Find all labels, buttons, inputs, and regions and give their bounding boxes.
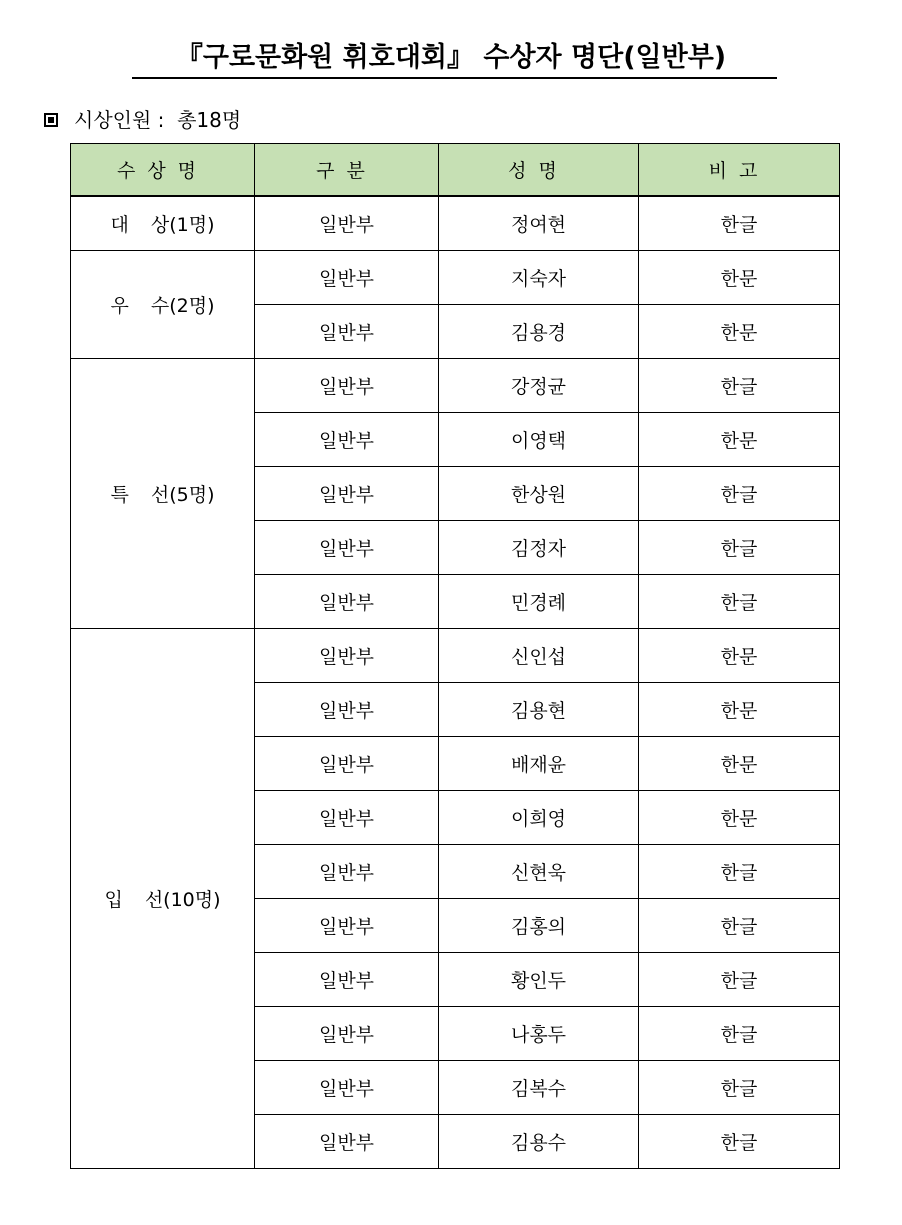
note-cell: 한문 <box>639 251 840 305</box>
awards-table <box>70 143 840 1169</box>
name-cell: 이희영 <box>439 791 639 845</box>
award-cell <box>71 251 255 359</box>
summary-label: 시상인원 : 총18명 <box>74 108 242 132</box>
name-cell: 김복수 <box>439 1061 639 1115</box>
division-cell: 일반부 <box>255 1061 439 1115</box>
note-cell: 한글 <box>639 899 840 953</box>
header-division: 구분 <box>255 144 439 196</box>
award-rest: 상(1명) <box>150 214 215 236</box>
name-cell: 신현욱 <box>439 845 639 899</box>
division-cell: 일반부 <box>255 683 439 737</box>
note-cell: 한문 <box>639 629 840 683</box>
division-cell: 일반부 <box>255 359 439 413</box>
division-cell: 일반부 <box>255 521 439 575</box>
name-cell: 나홍두 <box>439 1007 639 1061</box>
name-cell: 이영택 <box>439 413 639 467</box>
note-cell: 한글 <box>639 1061 840 1115</box>
note-cell: 한문 <box>639 737 840 791</box>
table-row <box>71 251 840 305</box>
page-title: 『구로문화원 휘호대회』 수상자 명단(일반부) <box>175 42 727 73</box>
name-cell: 김홍의 <box>439 899 639 953</box>
note-cell: 한글 <box>639 575 840 629</box>
award-first-char: 특 <box>110 484 129 506</box>
award-cell <box>71 197 255 251</box>
division-cell: 일반부 <box>255 845 439 899</box>
division-cell: 일반부 <box>255 197 439 251</box>
division-cell: 일반부 <box>255 251 439 305</box>
note-cell: 한글 <box>639 1115 840 1169</box>
division-cell: 일반부 <box>255 1007 439 1061</box>
header-award: 수상명 <box>71 144 255 196</box>
note-cell: 한글 <box>639 953 840 1007</box>
division-cell: 일반부 <box>255 1115 439 1169</box>
division-cell: 일반부 <box>255 467 439 521</box>
note-cell: 한문 <box>639 305 840 359</box>
name-cell: 강정균 <box>439 359 639 413</box>
header-note: 비고 <box>639 144 840 196</box>
awards-table-body <box>71 197 840 1169</box>
award-first-char: 우 <box>110 295 129 317</box>
division-cell: 일반부 <box>255 791 439 845</box>
table-row <box>71 629 840 683</box>
note-cell: 한글 <box>639 197 840 251</box>
division-cell: 일반부 <box>255 737 439 791</box>
name-cell: 김용수 <box>439 1115 639 1169</box>
name-cell: 황인두 <box>439 953 639 1007</box>
table-row <box>71 197 840 251</box>
award-cell <box>71 629 255 1169</box>
note-cell: 한문 <box>639 791 840 845</box>
header-name: 성명 <box>439 144 639 196</box>
award-cell <box>71 359 255 629</box>
name-cell: 김정자 <box>439 521 639 575</box>
division-cell: 일반부 <box>255 899 439 953</box>
division-cell: 일반부 <box>255 305 439 359</box>
note-cell: 한글 <box>639 359 840 413</box>
summary-line <box>44 106 241 134</box>
note-cell: 한글 <box>639 467 840 521</box>
note-cell: 한문 <box>639 683 840 737</box>
title-underline <box>132 77 777 79</box>
name-cell: 배재윤 <box>439 737 639 791</box>
name-cell: 지숙자 <box>439 251 639 305</box>
award-rest: 선(5명) <box>150 484 215 506</box>
name-cell: 김용경 <box>439 305 639 359</box>
note-cell: 한글 <box>639 845 840 899</box>
note-cell: 한글 <box>639 521 840 575</box>
table-row <box>71 359 840 413</box>
name-cell: 민경례 <box>439 575 639 629</box>
note-cell: 한글 <box>639 1007 840 1061</box>
division-cell: 일반부 <box>255 953 439 1007</box>
name-cell: 한상원 <box>439 467 639 521</box>
filled-square-bullet-icon <box>44 113 58 127</box>
award-rest: 선(10명) <box>144 889 221 911</box>
award-rest: 수(2명) <box>150 295 215 317</box>
name-cell: 김용현 <box>439 683 639 737</box>
division-cell: 일반부 <box>255 629 439 683</box>
name-cell: 신인섭 <box>439 629 639 683</box>
division-cell: 일반부 <box>255 413 439 467</box>
award-first-char: 입 <box>104 889 123 911</box>
note-cell: 한문 <box>639 413 840 467</box>
table-header-row <box>71 144 840 196</box>
division-cell: 일반부 <box>255 575 439 629</box>
name-cell: 정여현 <box>439 197 639 251</box>
award-first-char: 대 <box>110 214 129 236</box>
